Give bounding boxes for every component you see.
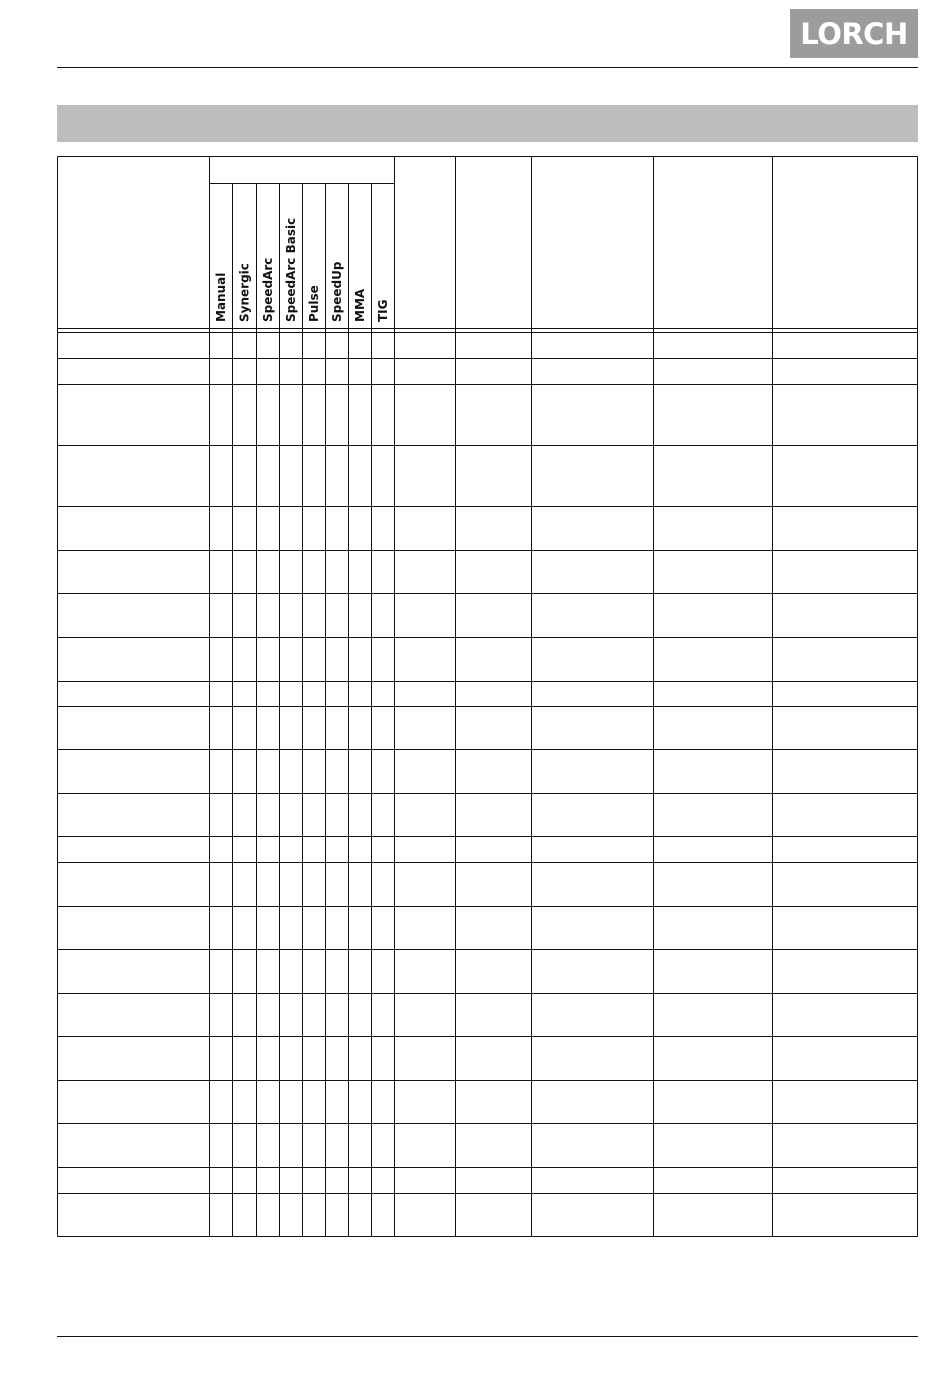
mode-header-manual: Manual (214, 272, 228, 322)
mode-header-tig: TIG (376, 299, 390, 322)
table-grid (58, 157, 918, 1237)
mode-header-mma: MMA (353, 288, 367, 322)
footer-divider (57, 1336, 918, 1337)
mode-header-speedup: SpeedUp (330, 261, 344, 322)
mode-header-speedarc-basic: SpeedArc Basic (284, 217, 298, 322)
mode-header-synergic: Synergic (237, 263, 252, 322)
mode-header-pulse: Pulse (307, 285, 321, 322)
lorch-logo: LORCH (790, 9, 918, 58)
mode-header-speedarc: SpeedArc (261, 257, 275, 322)
